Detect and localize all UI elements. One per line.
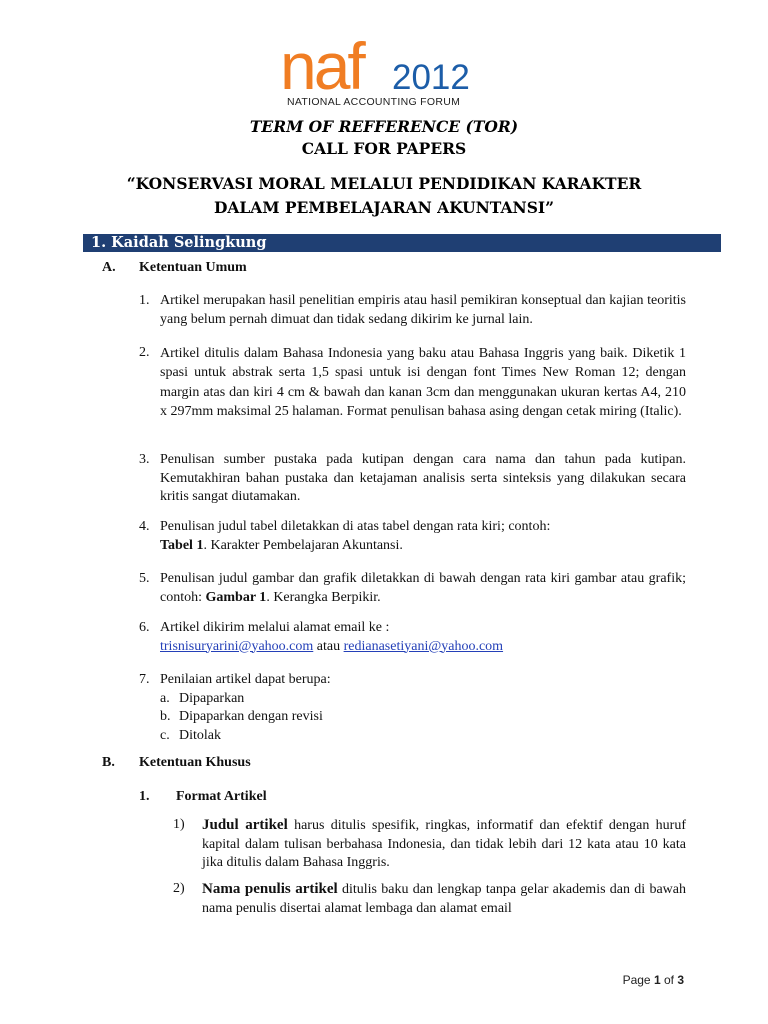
svg-text:2012: 2012 (392, 58, 470, 97)
item-text (160, 619, 686, 656)
email-link-1[interactable]: trisnisuryarini@yahoo.com (160, 638, 314, 654)
theme-line-1: “KONSERVASI MORAL MELALUI PENDIDIKAN KARAKTER (126, 174, 642, 193)
email-line (160, 638, 686, 657)
item-number: 1. (139, 293, 150, 308)
item-6-text: Artikel dikirim melalui alamat email ke : (160, 620, 390, 635)
subsection-a-letter: A. (102, 260, 116, 275)
subsection-a-title: Ketentuan Umum (139, 260, 247, 275)
item-4-text: Penulisan judul tabel diletakkan di atas tabel dengan rata kiri; contoh: (160, 519, 551, 534)
example-caption: . Kerangka Berpikir. (266, 589, 381, 605)
item-text: Artikel ditulis dalam Bahasa Indonesia yang baku atau Bahasa Inggris yang baik. Diketik 1 spasi untuk abstrak serta 1,5 spasi untuk isi dengan font Times New Roman 12; dengan margin atas dan kiri 4 cm & bawah dan kanan 3cm dan menggunakan ukuran kertas A4, 210 x 297mm maksimal 25 halaman. Format penulisan bahasa asing dengan cetak miring (Italic). (160, 346, 686, 419)
format-item-text (202, 816, 686, 873)
option-item (160, 690, 686, 709)
svg-text:naf: naf (280, 31, 363, 103)
item-text (160, 671, 686, 745)
item-text: Penulisan sumber pustaka pada kutipan dengan cara nama dan tahun pada kutipan. Kemutakhiran bahan pustaka dan ketajaman analisis serta sinteksis yang dilakukan secara kritis sangat diutamakan. (160, 452, 686, 504)
page-of: of (660, 973, 678, 987)
page-prefix: Page (622, 973, 654, 987)
option-letter: c. (160, 727, 170, 743)
total-pages: 3 (677, 973, 684, 987)
item-text (160, 518, 686, 555)
item-number: 6. (139, 620, 150, 635)
section-heading: 1. Kaidah Selingkung (83, 234, 721, 252)
tor-title: TERM OF REFFERENCE (TOR) (249, 117, 519, 136)
email-joiner: atau (313, 638, 344, 654)
format-item-description: harus ditulis spesifik, ringkas, informatif dan efektif dengan huruf kapital dalam tulisan berbahasa Indonesia, dan tidak lebih dari 12 kata atau 10 kata jika ditulis dalam Bahasa Inggris. (202, 818, 687, 870)
subsection-b1-number: 1. (139, 789, 150, 804)
example-label: Gambar 1 (205, 589, 267, 605)
item-text: Artikel merupakan hasil penelitian empiris atau hasil pemikiran konseptual dan kajian teoritis yang belum pernah dimuat dan tidak sedang dikirim ke jurnal lain. (160, 293, 686, 327)
subsection-b-letter: B. (102, 755, 115, 770)
item-number: 4. (139, 519, 150, 534)
email-link-2[interactable]: redianasetiyani@yahoo.com (343, 638, 504, 654)
option-item (160, 727, 686, 746)
format-item-label: Nama penulis artikel (202, 881, 338, 897)
item-number: 2. (139, 345, 150, 360)
subsection-b1-title: Format Artikel (176, 789, 267, 804)
item-number: 7. (139, 672, 150, 687)
cfp-title: CALL FOR PAPERS (301, 139, 467, 158)
option-item (160, 708, 686, 727)
option-label: Dipaparkan (179, 690, 245, 706)
example-label: Tabel 1 (160, 537, 204, 553)
format-item-number: 1) (173, 817, 185, 832)
format-item-text (202, 880, 686, 918)
subsection-b-title: Ketentuan Khusus (139, 755, 251, 770)
item-7-text: Penilaian artikel dapat berupa: (160, 672, 331, 687)
example-caption: . Karakter Pembelajaran Akuntansi. (203, 537, 403, 553)
table-caption-example (160, 537, 686, 556)
option-label: Ditolak (179, 727, 221, 743)
current-page: 1 (653, 973, 661, 987)
item-text (160, 570, 686, 607)
format-item-label: Judul artikel (202, 817, 288, 833)
option-label: Dipaparkan dengan revisi (179, 709, 323, 724)
page-number (623, 973, 684, 987)
theme-line-2: DALAM PEMBELAJARAN AKUNTANSI” (213, 198, 555, 217)
item-number: 3. (139, 452, 150, 467)
item-5-text: Penulisan judul gambar dan grafik diletakkan di bawah dengan rata kiri gambar atau grafik; contoh: (160, 571, 686, 605)
option-letter: a. (160, 690, 170, 706)
format-item-description: ditulis baku dan lengkap tanpa gelar akademis dan di bawah nama penulis disertai alamat lembaga dan alamat email (202, 882, 686, 916)
item-number: 5. (139, 571, 150, 586)
option-letter: b. (160, 709, 171, 724)
format-item-number: 2) (173, 881, 185, 896)
svg-text:NATIONAL ACCOUNTING FORUM: NATIONAL ACCOUNTING FORUM (287, 96, 461, 108)
